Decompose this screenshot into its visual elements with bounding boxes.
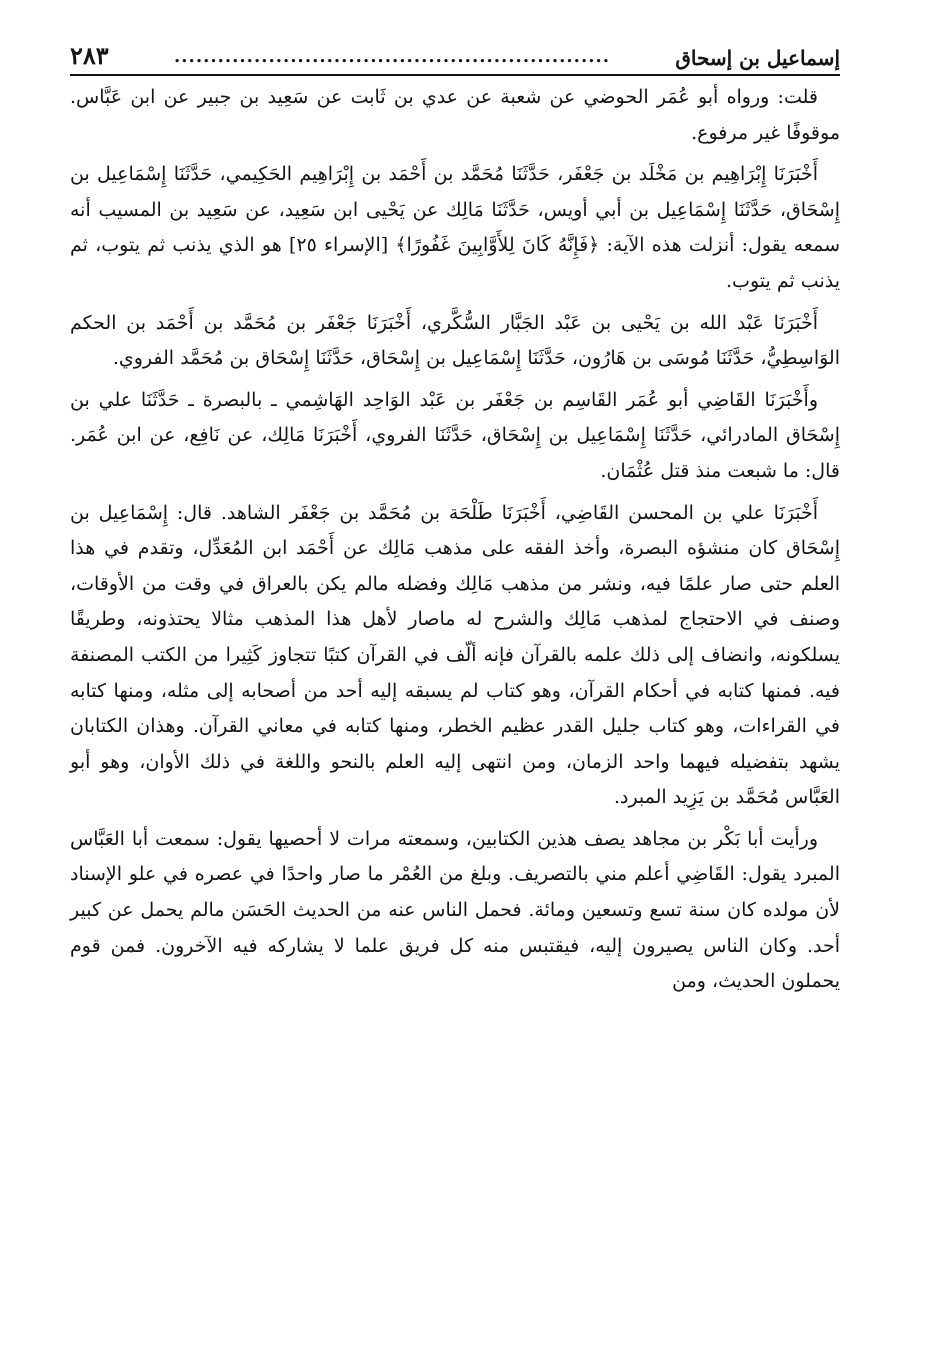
paragraph-1: قلت: ورواه أبو عُمَر الحوضي عن شعبة عن عدي بن ثَابت عن سَعِيد بن جبير عن ابن عَبَّاس. موقوفًا غير مرفوع. (70, 86, 840, 144)
header-rule (70, 74, 840, 76)
dot-leader: ............................................................ (174, 48, 611, 67)
paragraph-4: وأَخْبَرَنَا القَاضِي أبو عُمَر القَاسِم بن جَعْفَر بن عَبْد الوَاحِد الهَاشِمي ـ بالبصرة ـ حَدَّثَنَا علي بن إِسْحَاق المادرائي، حَدَّثَنَا إِسْمَاعِيل بن إِسْحَاق، حَدَّثَنَا الفروي، أَخْبَرَنَا مَالِك، عن نَافِع، عن ابن عُمَر. قال: ما شبعت منذ قتل عُثْمَان. (70, 388, 840, 482)
page-header (70, 30, 840, 70)
running-title: إسماعيل بن إسحاق (675, 46, 840, 70)
book-page (70, 0, 840, 1367)
paragraph-6: ورأيت أبا بَكْر بن مجاهد يصف هذين الكتابين، وسمعته مرات لا أحصيها يقول: سمعت أبا العَبَّاس المبرد يقول: القَاضِي أعلم مني بالتصريف. وبلغ من العُمْر ما صار واحدًا في عصره في علو الإسناد لأن مولده كان سنة تسع وتسعين ومائة. فحمل الناس عنه من الحديث الحَسَن مالم يحمل عن كبير أحد. وكان الناس يصيرون إليه، فيقتبس منه كل فريق علما لا يشاركه فيه الآخرون. فمن قوم يحملون الحديث، ومن (70, 827, 840, 993)
paragraph-2: أَخْبَرَنَا إِبْرَاهِيم بن مَخْلَد بن جَعْفَر، حَدَّثَنَا مُحَمَّد بن أَحْمَد بن إِبْرَاهِيم الحَكِيمي، حَدَّثَنَا إِسْمَاعِيل بن إِسْحَاق، حَدَّثَنَا إِسْمَاعِيل بن أبي أويس، حَدَّثَنَا مَالِك عن يَحْيى ابن سَعِيد، عن سَعِيد بن المسيب أنه سمعه يقول: أنزلت هذه الآية: ﴿فَإِنَّهُ كَانَ لِلأَوَّابِينَ غَفُورًا﴾ [الإسراء ٢٥] هو الذي يذنب ثم يتوب، ثم يذنب ثم يتوب. (70, 163, 841, 292)
paragraph-5: أَخْبَرَنَا علي بن المحسن القَاضِي، أَخْبَرَنَا طَلْحَة بن مُحَمَّد بن جَعْفَر الشاهد. قال: إِسْمَاعِيل بن إِسْحَاق كان منشؤه البصرة، وأخذ الفقه على مذهب مَالِك عن أَحْمَد ابن المُعَدِّل، وتقدم في هذا العلم حتى صار علمًا فيه، ونشر من مذهب مَالِك وفضله مالم يكن بالعراق في وقت من الأوقات، وصنف في الاحتجاج لمذهب مَالِك والشرح له ماصار لأهل هذا المذهب مثالا يحتذونه، وطريقًا يسلكونه، وانضاف إلى ذلك علمه بالقرآن فإنه ألّف في القرآن كتبًا تتجاوز كَثِيرا من الكتب المصنفة فيه. فمنها كتابه في أحكام القرآن، وهو كتاب لم يسبقه إليه أحد من أصحابه إلى مثله، ومنها كتابه في القراءات، وهو كتاب جليل القدر عظيم الخطر، ومنها كتابه في معاني القرآن. وهذان الكتابان يشهد بتفضيله فيهما واحد الزمان، ومن انتهى إليه العلم بالنحو واللغة في ذلك الأوان، وهو أبو العَبَّاس مُحَمَّد بن يَزِيد المبرد. (70, 501, 840, 809)
page-number: ٢٨٣ (70, 41, 109, 70)
paragraph-3: أَخْبَرَنَا عَبْد الله بن يَحْيى بن عَبْد الجَبَّار السُّكَّري، أَخْبَرَنَا جَعْفَر بن مُحَمَّد بن أَحْمَد بن الحكم الوَاسِطِيُّ، حَدَّثَنَا مُوسَى بن هَارُون، حَدَّثَنَا إِسْمَاعِيل بن إِسْحَاق، حَدَّثَنَا إِسْحَاق بن مُحَمَّد الفروي. (70, 311, 840, 370)
body-text (70, 80, 840, 1000)
